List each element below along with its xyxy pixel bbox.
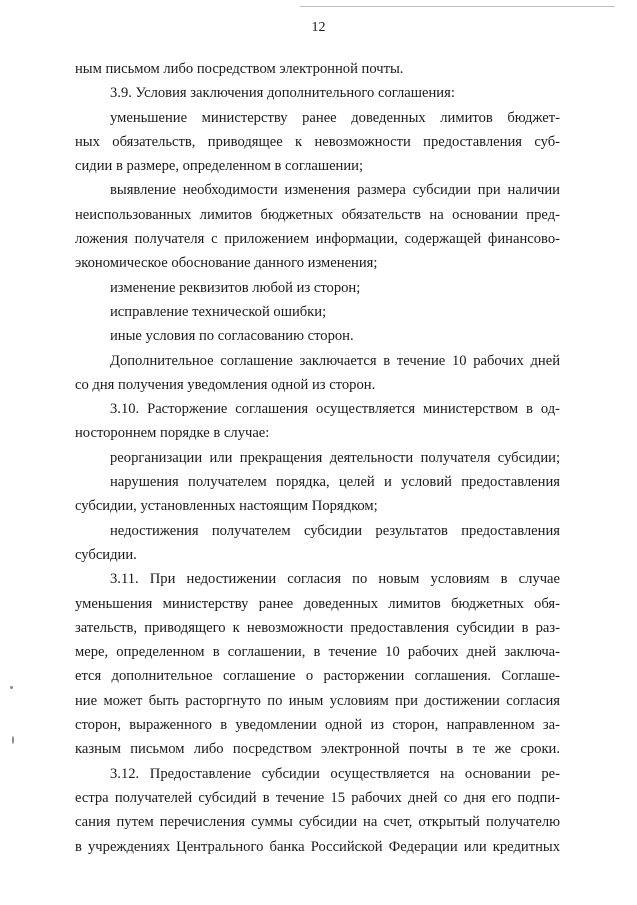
text-line: зательств, приводящего к невозможности предоставления субсидии в раз- [75, 619, 560, 636]
text-line: субсидии. [75, 546, 137, 563]
text-line: экономическое обоснование данного изменения; [75, 255, 378, 272]
text-line: исправление технической ошибки; [110, 303, 327, 320]
text-line: ным письмом либо посредством электронной почты. [75, 61, 404, 77]
text-line: со дня получения уведомления одной из сторон. [75, 376, 376, 393]
text-line: ложения получателя с приложением информации, содержащей финансово- [75, 231, 560, 248]
text-line: сания путем перечисления суммы субсидии на счет, открытый получателю [75, 814, 560, 831]
text-line: уменьшения министерству ранее доведенных лимитов бюджетных обя- [75, 595, 560, 612]
text-line: казным письмом либо посредством электронной почты в те же сроки. [75, 741, 560, 758]
text-line: изменение реквизитов любой из сторон; [110, 279, 361, 296]
document-body [75, 57, 560, 859]
text-line: ных обязательств, приводящее к невозможности предоставления суб- [75, 133, 560, 150]
text-line: выявление необходимости изменения размера субсидии при наличии [110, 182, 560, 199]
text-line: недостижения получателем субсидии результатов предоставления [110, 522, 560, 539]
text-line: 3.12. Предоставление субсидии осуществляется на основании ре- [110, 765, 560, 782]
text-line: в учреждениях Центрального банка Российской Федерации или кредитных [75, 838, 560, 855]
text-line: ностороннем порядке в случае: [75, 425, 270, 442]
text-line: 3.10. Расторжение соглашения осуществляется министерством в од- [110, 401, 560, 418]
text-line: ется дополнительное соглашение о расторжении соглашения. Соглаше- [75, 668, 560, 685]
text-line: субсидии, установленных настоящим Порядком; [75, 498, 378, 515]
text-line: реорганизации или прекращения деятельности получателя субсидии; [110, 449, 560, 466]
text-line: неиспользованных лимитов бюджетных обязательств на основании пред- [75, 206, 560, 223]
text-line: ние может быть расторгнуто по иным условиям при достижении согласия [75, 692, 560, 709]
page-number: 12 [311, 20, 326, 35]
text-line: Дополнительное соглашение заключается в течение 10 рабочих дней [110, 352, 560, 369]
scan-artifact [10, 686, 13, 689]
text-line: 3.11. При недостижении согласия по новым условиям в случае [110, 571, 560, 588]
text-line: уменьшение министерству ранее доведенных лимитов бюджет- [110, 109, 560, 126]
text-line: сидии в размере, определенном в соглашении; [75, 158, 364, 175]
scan-edge-line [300, 6, 615, 7]
text-line: 3.9. Условия заключения дополнительного соглашения: [110, 85, 455, 102]
text-line: сторон, выраженного в уведомлении одной из сторон, направленном за- [75, 717, 560, 734]
text-line: иные условия по согласованию сторон. [110, 328, 354, 345]
text-line: нарушения получателем порядка, целей и условий предоставления [110, 474, 560, 491]
text-line: мере, определенном в соглашении, в течение 10 рабочих дней заключа- [75, 644, 560, 661]
text-line: естра получателей субсидий в течение 15 рабочих дней со дня его подпи- [75, 789, 560, 806]
scan-artifact [12, 736, 14, 744]
